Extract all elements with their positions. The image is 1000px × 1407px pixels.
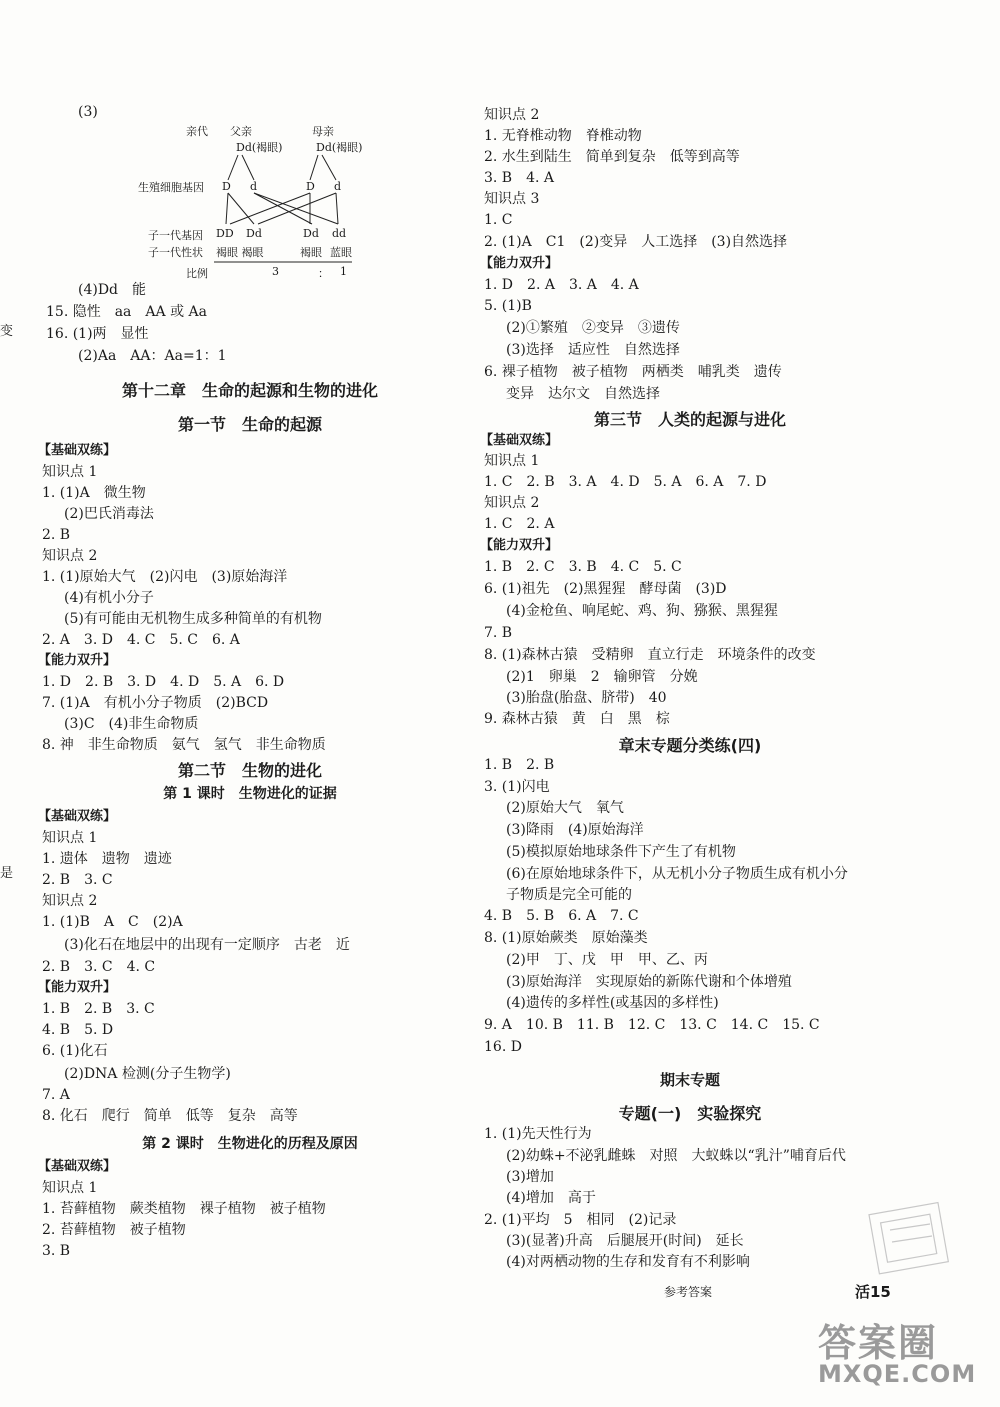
section-tag: 【能力双升】 — [38, 653, 117, 668]
offspring-3: Dd — [303, 227, 319, 240]
section-heading: 第一节 生命的起源 — [177, 415, 323, 434]
answer-line: (4)金枪鱼、响尾蛇、鸡、狗、猕猴、黑猩猩 — [506, 603, 778, 619]
answer-line: 知识点 1 — [484, 453, 540, 469]
answer-line: (3)化石在地层中的出现有一定顺序 古老 近 — [64, 937, 350, 953]
answer-line: (4)Dd 能 — [78, 282, 147, 298]
answer-line: (2)1 卵巢 2 输卵管 分娩 — [506, 669, 698, 685]
answer-line: 8. 化石 爬行 简单 低等 复杂 高等 — [42, 1108, 298, 1124]
section-tag: 【基础双练】 — [38, 1159, 117, 1174]
answer-line: (3)C (4)非生命物质 — [64, 716, 199, 732]
answer-line: 8. 神 非生命物质 氨气 氢气 非生命物质 — [42, 737, 326, 753]
answer-line: (2)①繁殖 ②变异 ③遗传 — [506, 320, 680, 336]
answer-line: 4. B 5. B 6. A 7. C — [484, 908, 639, 924]
ratio-label: 比例 — [186, 267, 208, 280]
answer-line: 知识点 1 — [42, 830, 98, 846]
mother-genotype: Dd(褐眼) — [316, 141, 363, 154]
answer-line: 6. (1)祖先 (2)黑猩猩 酵母菌 (3)D — [484, 581, 727, 597]
answer-line: 子物质是完全可能的 — [506, 887, 632, 903]
offspring-gene-label: 子一代基因 — [148, 229, 203, 242]
answer-line: (3)原始海洋 实现原始的新陈代谢和个体增殖 — [506, 974, 792, 990]
edge-char: 是 — [0, 866, 14, 881]
answer-line: (2)幼蛛+不泌乳雌蛛 对照 大蚁蛛以“乳汁”哺育后代 — [506, 1148, 846, 1164]
ratio-colon: ： — [318, 267, 329, 280]
answer-line: 8. (1)森林古猿 受精卵 直立行走 环境条件的改变 — [484, 647, 816, 663]
answer-line: 8. (1)原始蕨类 原始藻类 — [484, 930, 648, 946]
answer-line: 1. 无脊椎动物 脊椎动物 — [484, 128, 642, 144]
section-heading: 专题(一) 实验探究 — [618, 1104, 762, 1123]
answer-line: 5. (1)B — [484, 298, 532, 314]
answer-line: 7. (1)A 有机小分子物质 (2)BCD — [42, 695, 269, 711]
answer-line: (3)选择 适应性 自然选择 — [506, 342, 680, 358]
section-tag: 【基础双练】 — [38, 809, 117, 824]
answer-line: 1. (1)先天性行为 — [484, 1126, 592, 1142]
section-tag: 【基础双练】 — [480, 433, 559, 448]
section-heading: 章末专题分类练(四) — [618, 736, 762, 755]
answer-line: (4)有机小分子 — [64, 590, 154, 606]
father-label: 父亲 — [230, 125, 252, 138]
answer-line: 6. 裸子植物 被子植物 两栖类 哺乳类 遗传 — [484, 364, 782, 380]
trait-blue: 蓝眼 — [330, 246, 352, 259]
answer-line: 知识点 1 — [42, 464, 98, 480]
gamete-4: d — [334, 180, 342, 193]
answer-line: 1. 苔藓植物 蕨类植物 裸子植物 被子植物 — [42, 1201, 326, 1217]
section-heading: 第二节 生物的进化 — [177, 761, 323, 780]
answer-line: 1. D 2. B 3. D 4. D 5. A 6. D — [42, 674, 285, 690]
answer-line: 9. A 10. B 11. B 12. C 13. C 14. C 15. C — [484, 1017, 820, 1033]
gamete-1: D — [222, 180, 231, 193]
line-mother-d — [322, 155, 336, 180]
trait-brown: 褐眼 — [300, 246, 322, 259]
answer-line: (2)Aa AA：Aa=1：1 — [78, 348, 227, 364]
offspring-1: DD — [216, 227, 234, 240]
offspring-trait-label: 子一代性状 — [148, 246, 203, 259]
watermark-logo: 答案圈 — [818, 1321, 939, 1365]
stamp-sketch-icon — [860, 1190, 970, 1290]
answer-line: 知识点 2 — [484, 107, 540, 123]
answer-line: 知识点 2 — [42, 548, 98, 564]
father-genotype: Dd(褐眼) — [236, 141, 283, 154]
parents-label: 亲代 — [186, 125, 208, 138]
answer-line: 1. D 2. A 3. A 4. A — [484, 277, 639, 293]
trait-brown-pair: 褐眼 褐眼 — [216, 246, 264, 259]
answer-line: 2. (1)平均 5 相同 (2)记录 — [484, 1212, 677, 1228]
section-tag: 【能力双升】 — [38, 980, 117, 995]
answer-line: (2)巴氏消毒法 — [64, 506, 154, 522]
answer-line: (3)降雨 (4)原始海洋 — [506, 822, 644, 838]
edge-char: 变 — [0, 324, 14, 339]
answer-line: 2. A 3. D 4. C 5. C 6. A — [42, 632, 240, 648]
section-heading: 第 2 课时 生物进化的历程及原因 — [142, 1136, 358, 1152]
answer-line: 3. B 4. A — [484, 170, 555, 186]
line-mother-D — [310, 155, 318, 180]
answer-line: (4)对两栖动物的生存和发育有不利影响 — [506, 1254, 750, 1270]
answer-line: (5)模拟原始地球条件下产生了有机物 — [506, 844, 736, 860]
answer-line: 9. 森林古猿 黄 白 黑 棕 — [484, 711, 670, 727]
section-heading: 期末专题 — [659, 1071, 721, 1089]
gamete-2: d — [250, 180, 258, 193]
answer-line: 1. (1)B A C (2)A — [42, 914, 183, 930]
answer-line: (2)原始大气 氧气 — [506, 800, 624, 816]
gamete-3: D — [306, 180, 315, 193]
answer-line: 16. D — [484, 1039, 522, 1055]
genetic-cross-diagram — [0, 0, 470, 290]
page-number: 活15 — [855, 1283, 891, 1301]
answer-line: 3. B — [42, 1243, 71, 1259]
answer-line: 1. B 2. B 3. C — [42, 1001, 155, 1017]
answer-line: 4. B 5. D — [42, 1022, 114, 1038]
answer-line: (6)在原始地球条件下，从无机小分子物质生成有机小分 — [506, 866, 848, 882]
offspring-2: Dd — [246, 227, 262, 240]
answer-line: 1. 遗体 遗物 遗迹 — [42, 851, 172, 867]
answer-line: (5)有可能由无机物生成多种简单的有机物 — [64, 611, 322, 627]
watermark-url: MXQE.COM — [818, 1360, 977, 1388]
section-heading: 第 1 课时 生物进化的证据 — [163, 786, 337, 802]
answer-line: 1. (1)原始大气 (2)闪电 (3)原始海洋 — [42, 569, 288, 585]
answer-line: (2)DNA 检测(分子生物学) — [64, 1066, 231, 1082]
offspring-4: dd — [332, 227, 347, 240]
answer-line: 知识点 3 — [484, 191, 540, 207]
answer-line: (3) — [78, 104, 98, 120]
section-heading: 第十二章 生命的起源和生物的进化 — [121, 381, 379, 400]
section-heading: 第三节 人类的起源与进化 — [593, 410, 787, 429]
ratio-1: 1 — [340, 265, 347, 278]
line-father-D — [228, 155, 238, 180]
answer-line: 1. B 2. C 3. B 4. C 5. C — [484, 559, 682, 575]
answer-line: 1. C 2. B 3. A 4. D 5. A 6. A 7. D — [484, 474, 767, 490]
answer-line: (3)增加 — [506, 1169, 554, 1185]
answer-line: 2. (1)A C1 (2)变异 人工选择 (3)自然选择 — [484, 234, 788, 250]
answer-line: 2. B 3. C 4. C — [42, 959, 156, 975]
gamete-label: 生殖细胞基因 — [138, 181, 204, 194]
answer-line: 2. 苔藓植物 被子植物 — [42, 1222, 186, 1238]
answer-line: 2. B — [42, 527, 71, 543]
answer-line: (4)增加 高于 — [506, 1190, 596, 1206]
answer-line: (3)(显著)升高 后腿展开(时间) 延长 — [506, 1233, 744, 1249]
answer-line: 1. B 2. B — [484, 757, 555, 773]
answer-line: (3)胎盘(胎盘、脐带) 40 — [506, 690, 667, 706]
answer-line: 7. A — [42, 1087, 70, 1103]
answer-line: 7. B — [484, 625, 513, 641]
section-tag: 【能力双升】 — [480, 538, 559, 553]
mother-label: 母亲 — [312, 125, 334, 138]
answer-line: 知识点 1 — [42, 1180, 98, 1196]
section-tag: 【基础双练】 — [38, 443, 117, 458]
answer-line: 变异 达尔文 自然选择 — [506, 386, 660, 402]
answer-line: 1. C — [484, 212, 513, 228]
answer-line: 1. (1)A 微生物 — [42, 485, 146, 501]
footer-label: 参考答案 — [664, 1285, 713, 1299]
answer-line: (4)遗传的多样性(或基因的多样性) — [506, 995, 719, 1011]
line-father-d — [242, 155, 254, 180]
answer-line: 2. B 3. C — [42, 872, 113, 888]
answer-line: 3. (1)闪电 — [484, 779, 550, 795]
section-tag: 【能力双升】 — [480, 256, 559, 271]
answer-line: 知识点 2 — [42, 893, 98, 909]
answer-line: 2. 水生到陆生 简单到复杂 低等到高等 — [484, 149, 740, 165]
answer-line: 知识点 2 — [484, 495, 540, 511]
answer-line: 16. (1)两 显性 — [46, 326, 149, 342]
answer-line: 6. (1)化石 — [42, 1043, 108, 1059]
answer-line: 1. C 2. A — [484, 516, 555, 532]
ratio-3: 3 — [272, 265, 279, 278]
answer-line: (2)甲 丁、戊 甲 甲、乙、丙 — [506, 952, 708, 968]
answer-line: 15. 隐性 aa AA 或 Aa — [46, 304, 207, 320]
